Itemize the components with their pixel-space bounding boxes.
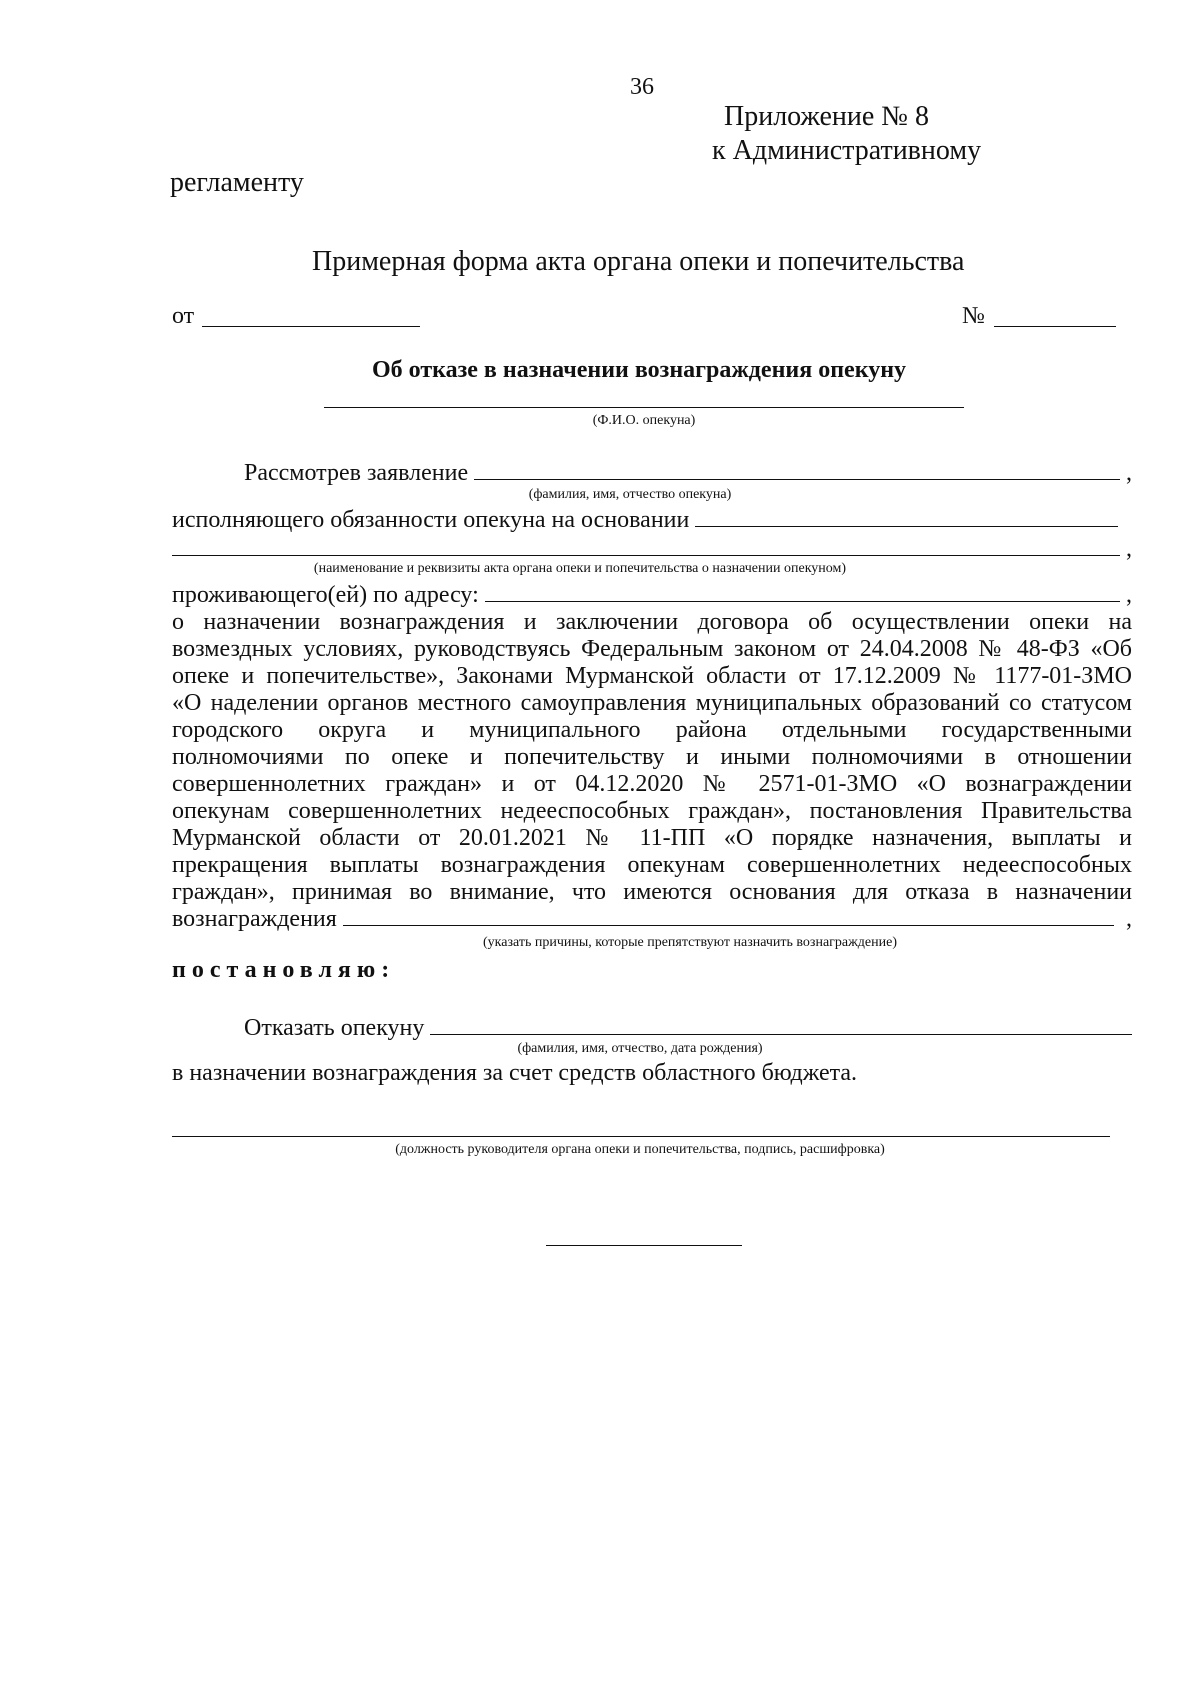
date-line: [202, 326, 420, 327]
closing-separator: [546, 1245, 742, 1246]
performing-row: [172, 506, 1132, 534]
basis-line-2: [172, 537, 1120, 556]
considering-row: [172, 459, 1132, 487]
number-line: [994, 326, 1116, 327]
comma: ,: [1126, 536, 1132, 562]
refuse-text: Отказать опекуну: [244, 1015, 425, 1041]
body-line: о назначении вознаграждения и заключении договора об осуществлении опеки на: [172, 609, 1132, 635]
body-line: возмездных условиях, руководствуясь Федеральным законом от 24.04.2008 № 48-ФЗ «Об: [172, 636, 1132, 662]
guardian-fio-line: [324, 407, 964, 408]
guardian-full-name-caption: (фамилия, имя, отчество опекуна): [528, 487, 732, 502]
body-line: полномочиями по опеке и попечительству и иными полномочиями в отношении: [172, 744, 1132, 770]
comma: ,: [1126, 582, 1132, 608]
residing-text: проживающего(ей) по адресу:: [172, 582, 479, 608]
body-line: «О наделении органов местного самоуправления муниципальных образований со статусом: [172, 690, 1132, 716]
address-line: [485, 583, 1120, 602]
date-prefix: от: [172, 303, 195, 329]
signature-line: [172, 1136, 1110, 1137]
appendix-line-1: Приложение № 8: [724, 101, 929, 132]
body-line: городского округа и муниципального района отдельными государственными: [172, 717, 1132, 743]
comma: ,: [1126, 906, 1132, 932]
residing-row: [172, 581, 1132, 609]
body-line: опекунам совершеннолетних недееспособных граждан», постановления Правительства: [172, 798, 1132, 824]
reward-text: вознаграждения: [172, 906, 337, 932]
appendix-line-2: к Административному: [712, 135, 982, 166]
resolve-heading: постановляю:: [172, 957, 396, 983]
refuse-name-line: [430, 1016, 1132, 1035]
considering-text: Рассмотрев заявление: [244, 460, 469, 486]
number-prefix: №: [962, 303, 985, 329]
comma: ,: [1126, 460, 1132, 486]
reward-row: [172, 905, 1132, 933]
reasons-line: [343, 907, 1114, 926]
page-number: 36: [630, 74, 654, 100]
body-line: прекращения выплаты вознаграждения опекунам совершеннолетних недееспособных: [172, 852, 1132, 878]
refusal-reasons-caption: (указать причины, которые препятствуют назначить вознаграждение): [482, 935, 897, 950]
body-line: совершеннолетних граждан» и от 04.12.2020 № 2571-01-ЗМО «О вознаграждении: [172, 771, 1132, 797]
performing-text: исполняющего обязанности опекуна на основании: [172, 507, 690, 533]
final-sentence: в назначении вознаграждения за счет средств областного бюджета.: [172, 1060, 858, 1086]
body-line: граждан», принимая во внимание, что имеются основания для отказа в назначении: [172, 879, 1132, 905]
form-title: Примерная форма акта органа опеки и попечительства: [312, 246, 965, 277]
act-title: Об отказе в назначении вознаграждения опекуну: [372, 357, 907, 383]
applicant-name-line: [474, 461, 1120, 480]
name-birthdate-caption: (фамилия, имя, отчество, дата рождения): [517, 1041, 763, 1056]
basis-line: [695, 508, 1118, 527]
signature-caption: (должность руководителя органа опеки и попечительства, подпись, расшифровка): [395, 1142, 885, 1157]
guardian-fio-caption: (Ф.И.О. опекуна): [592, 413, 696, 428]
refuse-row: [172, 1014, 1132, 1042]
act-requisites-caption: (наименование и реквизиты акта органа опеки и попечительства о назначении опекуном): [313, 561, 847, 576]
body-line: опеке и попечительстве», Законами Мурманской области от 17.12.2009 № 1177-01-ЗМО: [172, 663, 1132, 689]
basis-continuation-row: [172, 535, 1132, 563]
body-line: Мурманской области от 20.01.2021 № 11-ПП «О порядке назначения, выплаты и: [172, 825, 1132, 851]
appendix-line-3: регламенту: [170, 167, 304, 198]
